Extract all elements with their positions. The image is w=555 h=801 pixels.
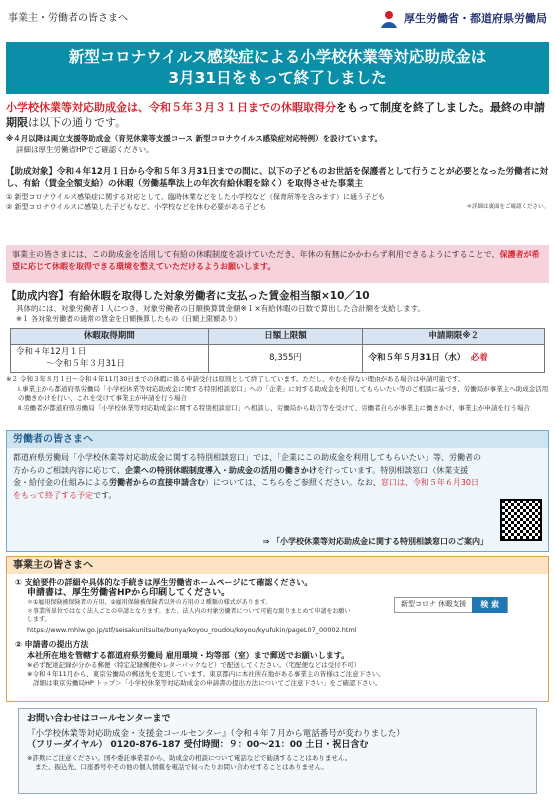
search-box[interactable] <box>394 597 508 613</box>
table-row <box>11 345 545 373</box>
employer-box: 事業主の皆さまへ ① 支給要件の詳細や具体的な手続きは厚生労働省ホームページにて確認ください。 申請書は、厚生労働省HPから印刷してください。 ＊①雇用保険被保険者の方用、②雇用保険被保険者以外の方用の２種類の様式があります。 ＊事業所単位ではなく法人ごとの申請となります。また、法人内の対象労働者について可能な限りまとめて申請をお願いします。 https://www.mhlw.go.jp/stf/seisakunitsuite/bunya/koyou_roudou/koyou/kyufukin/pageL07_00002.html ② 申請書の提出方法 本社所在地を管轄する都道府県労働局 雇用環境・均等部（室）まで郵送でお願いします。 ※必ず配達記録が分かる郵便（特定記録郵便やレターパックなど）で配送してください。（宅配便などは受付不可） ※令和４年11月から、東京労働局の郵送先を変更しています。東京都内に本社所在地がある事業主の皆様はご注意下さい。 詳細は東京労働局HP トップ＞「小学校休業等対応助成金の申請書の提出方法についてご注意下さい」をご確認下さい。 新型コロナ 休暇支援 検 索 <box>6 556 549 702</box>
request-box <box>6 245 549 283</box>
header <box>0 0 555 40</box>
request-text-a: 事業主の皆さまには、この助成金を活用して有給の休暇制度を設けていただき、年休の有無にかかわらず利用できるようにすることで、 <box>12 250 500 259</box>
note-2: 詳細は厚生労働省HPでご確認ください。 <box>16 145 154 154</box>
deadline-table-wrap <box>10 328 545 373</box>
contact-box <box>18 708 537 794</box>
footnote-2: Ⅰ.事業主から都道府県労働局「小学校休業等対応助成金に関する特別相談窓口」への「企業」に対する助成金を利用してもらいたい等のご相談に基づき、労働局が事業主へ助成金活用の働きかけを行い、これを受けて事業主が申請を行う場合 <box>18 384 549 402</box>
target-item-1: ① 新型コロナウイルス感染症に関する対応として、臨時休業などをした小学校など（保育所等を含みます）に通う子ども <box>6 193 385 201</box>
consultation-link[interactable]: ⇒ 「小学校休業等対応助成金に関する特別相談窓口のご案内」 <box>262 536 488 546</box>
footnote-3: Ⅱ.労働者が都道府県労働局「小学校休業等対応助成金に関する特別相談窓口」へ相談し、労働局から助言等を受けて、労働者自らが事業主に働きかけ、事業主が申請を行う場合 <box>18 403 530 412</box>
contact-line-1: 『小学校休業等対応助成金・支援金コールセンター』（令和４年７月から電話番号が変わりました） <box>27 728 405 739</box>
target-note: ＊詳細は裏面をご確認ください。 <box>466 204 549 210</box>
deadline-table <box>10 328 545 373</box>
ministry-name: 厚生労働省・都道府県労働局 <box>404 11 547 25</box>
ministry-logo <box>378 6 547 32</box>
deadline-cell: 令和５年５月31日（水） 必着 <box>363 345 545 373</box>
banner-line-1: 新型コロナウイルス感染症による小学校休業等対応助成金は <box>68 48 487 66</box>
qr-code-icon[interactable] <box>500 499 542 541</box>
content-section <box>6 289 549 324</box>
target-title: 【助成対象】令和４年12月１日から令和５年３月31日までの間に、以下の子どものお世話を保護者として行うことが必要となった労働者に対し、有給（賃金全額支給）の休暇（労働基準法上の年次有給休暇を除く）を取得させた事業主 <box>6 167 549 189</box>
col-deadline: 申請期限※２ <box>363 329 545 345</box>
period-cell: 令和４年12月１日 ～令和５年３月31日 <box>11 345 209 373</box>
cap-cell: 8,355円 <box>208 345 363 373</box>
contact-title: お問い合わせはコールセンターまで <box>27 714 171 724</box>
content-title: 【助成内容】有給休暇を取得した対象労働者に支払った賃金相当額×10／10 <box>6 290 370 302</box>
table-header-row <box>11 329 545 345</box>
lead-section <box>6 100 549 155</box>
ministry-emblem-icon <box>378 8 400 30</box>
search-button[interactable]: 検 索 <box>472 597 507 613</box>
lead-part-1: 小学校休業等対応助成金は、令和５年３月３１日までの休暇取得分 <box>6 101 336 114</box>
contact-note-1: ※詐欺にご注意ください。国や委託事業者から、助成金の相談について電話などで勧誘することはありません。 <box>27 754 352 763</box>
lead-part-3: 最終の申請期限 <box>6 101 545 129</box>
footnote-section <box>6 375 549 413</box>
target-section <box>6 166 549 212</box>
contact-phone[interactable]: （フリーダイヤル） 0120-876-187 受付時間：９：00～21：00 土日・祝日含む <box>27 739 369 750</box>
request-text-b: 保護者が希望に応じて休暇を取得できる環境を整えていただけるようお願いします。 <box>12 250 540 271</box>
worker-title: 労働者の皆さまへ <box>7 431 548 448</box>
target-item-2: ② 新型コロナウイルスに感染した子どもなど、小学校などを休む必要がある子ども <box>6 203 267 211</box>
banner-line-2: 3月31日をもって終了しました <box>168 69 387 87</box>
col-period: 休暇取得期間 <box>11 329 209 345</box>
note-1: ※４月以降は両立支援等助成金（育児休業等支援コース 新型コロナウイルス感染症対応特例）を設けています。 <box>6 134 382 143</box>
lead-part-2: をもって制度を終了しました。 <box>336 101 490 114</box>
mhlw-url-link[interactable]: https://www.mhlw.go.jp/stf/seisakunitsuite/bunya/koyou_roudou/koyou/kyufukin/pageL07_00002.html <box>27 625 357 634</box>
contact-note-2: また、振込先、口座番号やその他の個人情報を電話で伺ったりお問い合わせすることはありません。 <box>35 763 328 772</box>
audience-label: 事業主・労働者の皆さまへ <box>8 13 128 24</box>
footnote-1: ※２ 令和３年８月１日～令和４年11月30日までの休暇に係る申請受付は原則として終了しています。ただし、やむを得ない理由がある場合は申請可能です。 <box>6 375 465 383</box>
worker-box: 労働者の皆さまへ 都道府県労働局「小学校休業等対応助成金に関する特別相談窓口」では、「企業にこの助成金を利用してもらいたい」等、労働者の方からのご相談内容に応じて、企業への特別休暇制度導入・助成金の活用の働きかけを行っています。特別相談窓口（休業支援金・給付金の仕組みによる労働者からの直接申請含む）については、こちらをご参照ください。なお、窓口は、令和５年６月30日をもって終了する予定です。 ⇒ 「小学校休業等対応助成金に関する特別相談窓口のご案内」 <box>6 430 549 552</box>
content-desc-1: 具体的には、対象労働者１人につき、対象労働者の日額換算賃金額※１×有給休暇の日数で算出した合計額を支給します。 <box>16 304 426 313</box>
closing-notice: 窓口は、令和５年６月30日をもって終了する予定 <box>13 478 480 500</box>
col-cap: 日額上限額 <box>208 329 363 345</box>
lead-part-4: は以下の通りです。 <box>28 116 127 129</box>
title-banner <box>6 42 549 94</box>
must-badge: 必着 <box>470 352 488 363</box>
employer-title: 事業主の皆さまへ <box>7 557 548 574</box>
search-query[interactable]: 新型コロナ 休暇支援 <box>400 600 467 609</box>
content-desc-2: ※１ 各対象労働者の通常の賃金を日額換算したもの（日額上限額あり） <box>16 315 242 323</box>
